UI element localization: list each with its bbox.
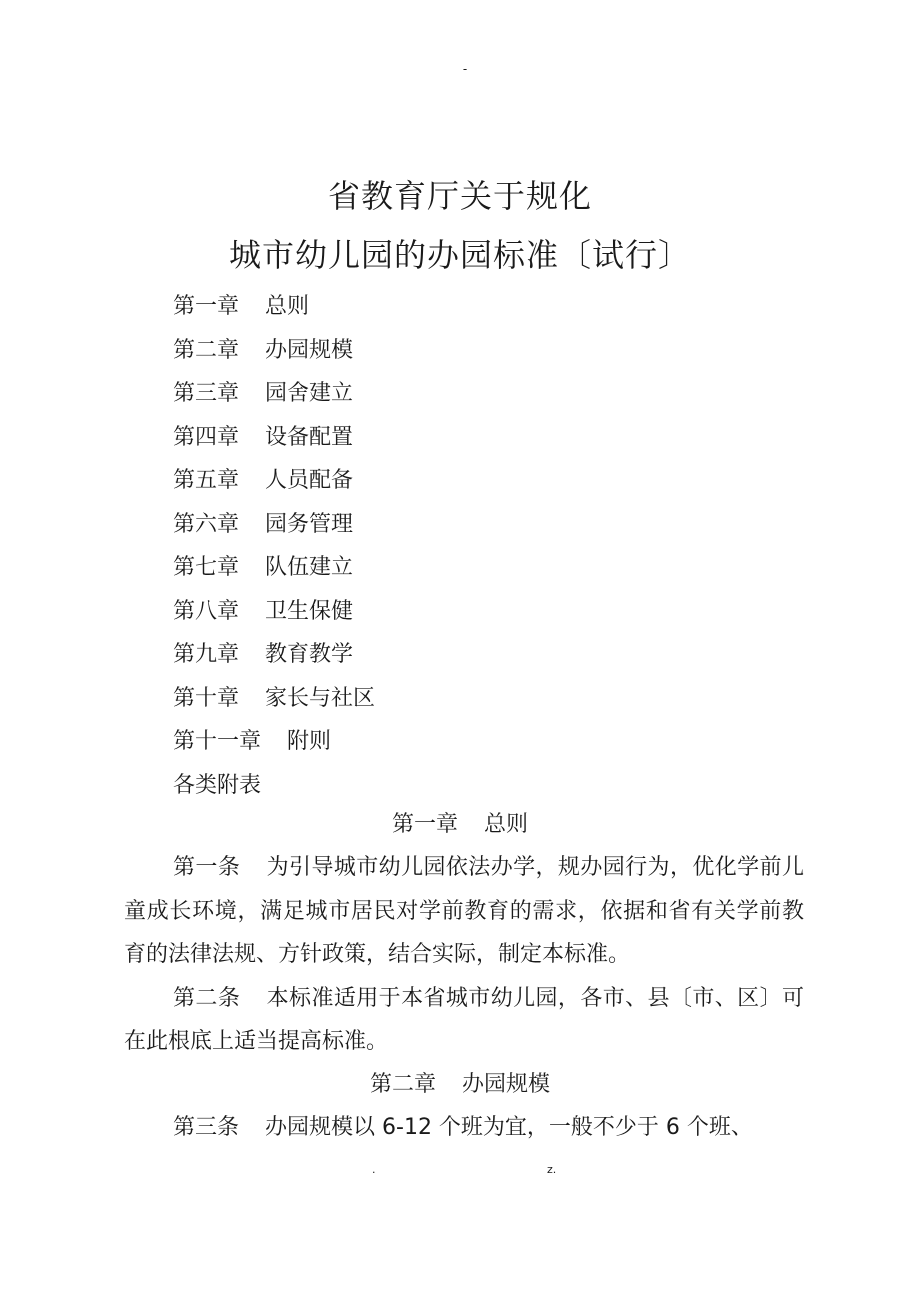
chapter2-body <box>124 1106 804 1150</box>
toc-chapter-number: 第二章 <box>173 337 240 363</box>
article-text: 办园规模以 6-12 个班为宜，一般不少于 6 个班、 <box>265 1115 753 1140</box>
toc-chapter-number: 第九章 <box>173 642 240 667</box>
toc-chapter-label: 办园规模 <box>265 337 354 363</box>
article-text: 为引导城市幼儿园依法办学，规办园行为，优化学前儿童成长环境，满足城市居民对学前教育的需求，依据和省有关学前教育的法律法规、方针政策，结合实际，制定本标准。 <box>124 855 804 967</box>
chapter-heading-label: 总则 <box>484 812 529 837</box>
footer-mark-right: z. <box>547 1163 557 1176</box>
article-paragraph <box>124 977 804 1064</box>
chapter-heading <box>0 1063 920 1107</box>
toc-chapter-number: 第十章 <box>173 685 240 711</box>
toc-chapter-label: 人员配备 <box>265 468 354 493</box>
toc-chapter-label: 卫生保健 <box>265 598 354 624</box>
toc-chapter-number: 第三章 <box>173 381 240 406</box>
toc-chapter-label: 园舍建立 <box>265 381 354 406</box>
toc-chapter-label: 队伍建立 <box>265 555 354 580</box>
toc-item <box>173 546 375 590</box>
article-number: 第二条 <box>173 985 241 1011</box>
toc-chapter-number: 第七章 <box>173 555 240 580</box>
chapter-heading <box>0 803 920 847</box>
header-mark: - <box>462 62 468 76</box>
toc-chapter-label: 总则 <box>265 294 310 319</box>
toc-item <box>173 372 375 416</box>
article-paragraph <box>124 846 804 977</box>
chapter-heading-label: 办园规模 <box>462 1072 551 1097</box>
chapter-heading-number: 第一章 <box>391 812 458 837</box>
toc-chapter-label: 附则 <box>287 729 332 754</box>
toc-item <box>173 329 375 373</box>
article-text: 本标准适用于本省城市幼儿园，各市、县〔市、区〕可在此根底上适当提高标准。 <box>124 985 804 1054</box>
table-of-contents <box>173 285 375 807</box>
toc-item <box>173 633 375 677</box>
toc-chapter-number: 第四章 <box>173 424 240 450</box>
toc-item <box>173 764 375 808</box>
chapter-heading-number: 第二章 <box>369 1072 436 1097</box>
toc-chapter-label: 设备配置 <box>265 424 354 450</box>
footer-mark-left: . <box>372 1163 376 1176</box>
article-number: 第一条 <box>173 855 241 880</box>
document-title-line2: 城市幼儿园的办园标准〔试行〕 <box>228 236 691 274</box>
toc-item <box>173 459 375 503</box>
toc-appendix-label: 各类附表 <box>173 772 262 798</box>
toc-chapter-number: 第一章 <box>173 294 240 319</box>
toc-item <box>173 416 375 460</box>
toc-chapter-label: 家长与社区 <box>265 685 376 711</box>
toc-chapter-number: 第十一章 <box>173 729 262 754</box>
toc-chapter-label: 教育教学 <box>265 642 354 667</box>
chapter1-body <box>124 846 804 1064</box>
article-paragraph <box>124 1106 804 1150</box>
toc-chapter-number: 第五章 <box>173 468 240 493</box>
toc-chapter-number: 第八章 <box>173 598 240 624</box>
document-title-line1: 省教育厅关于规化 <box>327 177 592 215</box>
toc-chapter-label: 园务管理 <box>265 511 354 537</box>
toc-item <box>173 720 375 764</box>
article-number: 第三条 <box>173 1115 240 1140</box>
toc-item <box>173 285 375 329</box>
toc-item <box>173 677 375 721</box>
toc-item <box>173 590 375 634</box>
toc-chapter-number: 第六章 <box>173 511 240 537</box>
toc-item <box>173 503 375 547</box>
